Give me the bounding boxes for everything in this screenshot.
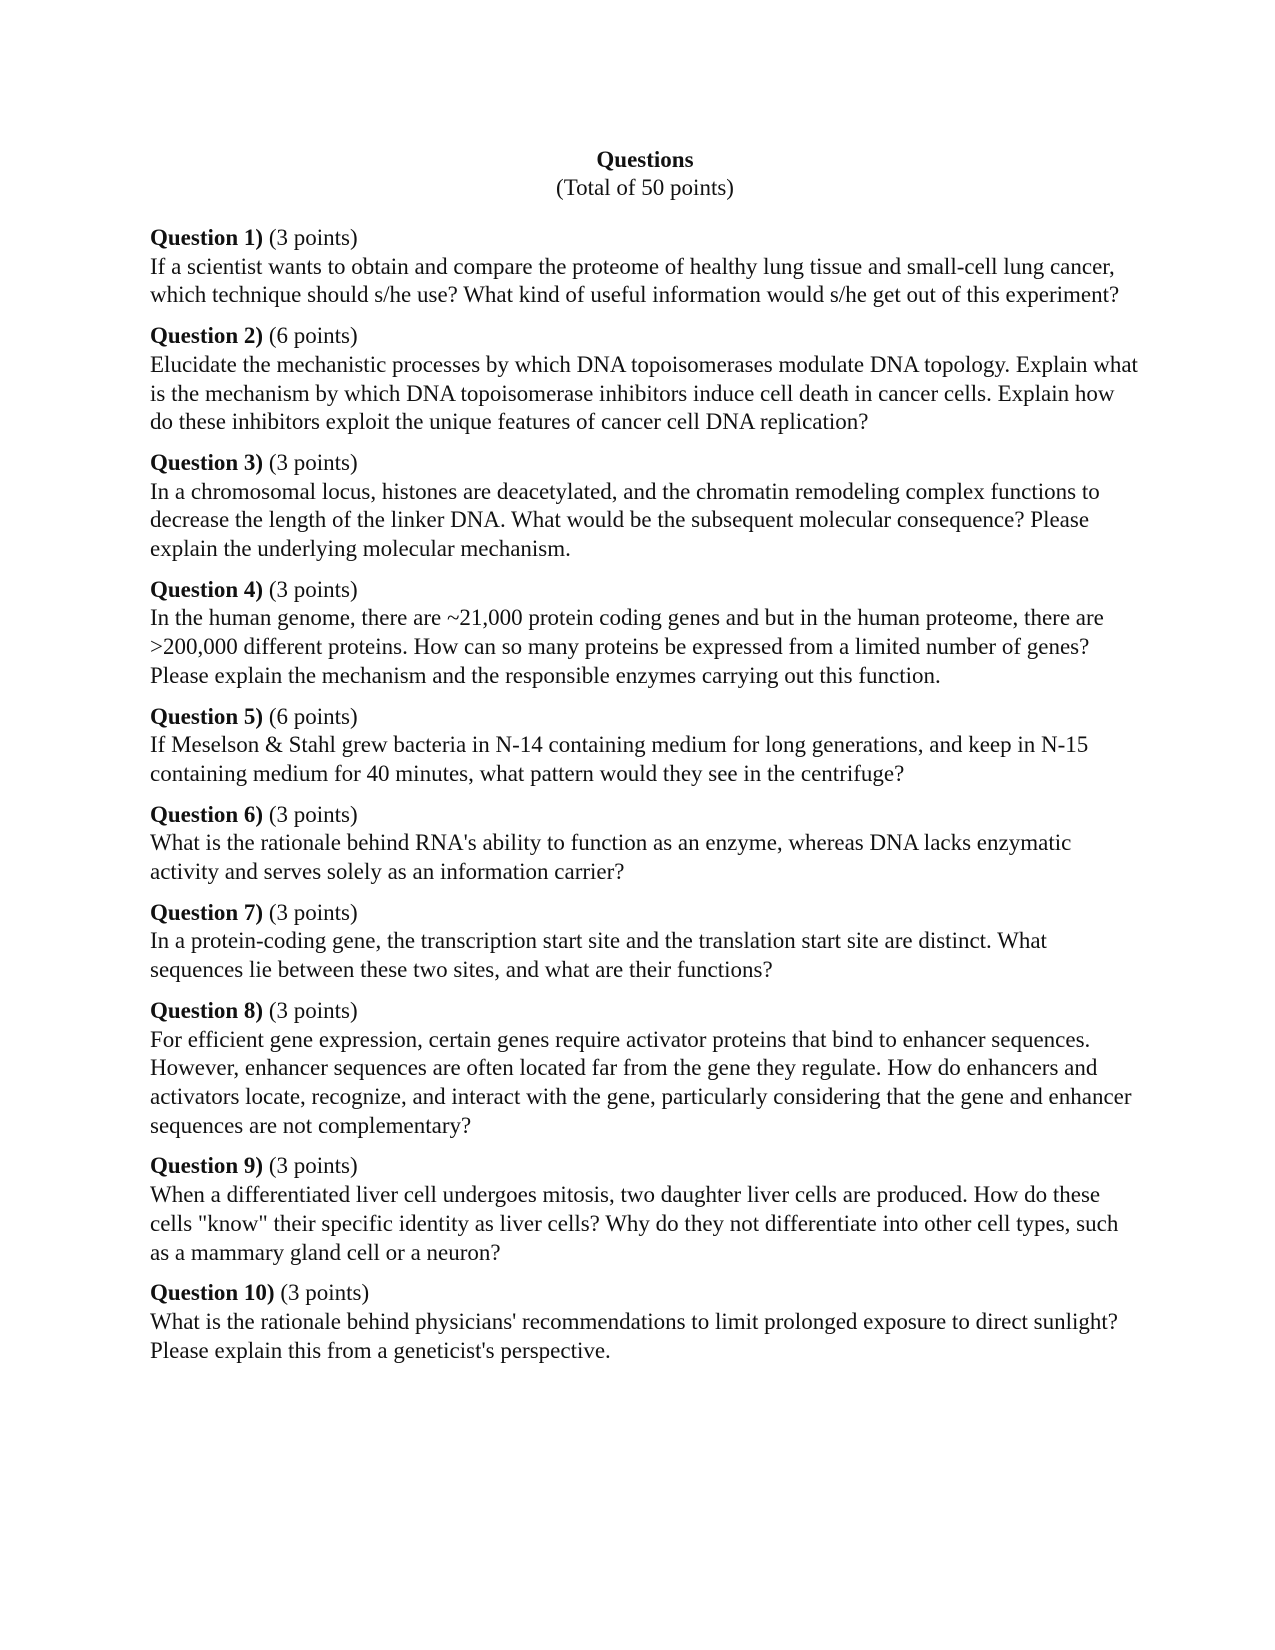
question-text: If a scientist wants to obtain and compare the proteome of healthy lung tissue and small-cell lung cancer, which technique should s/he use? What kind of useful information would s/he get out of this experiment?: [150, 253, 1120, 308]
question-heading: [150, 576, 1140, 605]
question-10: [150, 1279, 1140, 1365]
question-text: In the human genome, there are ~21,000 protein coding genes and but in the human proteome, there are >200,000 different proteins. How can so many proteins be expressed from a limited number of genes? Please explain the mechanism and the responsible enzymes carrying out this function.: [150, 605, 1104, 688]
question-label: Question 9): [150, 1153, 264, 1179]
question-4: [150, 576, 1140, 691]
question-heading: [150, 449, 1140, 478]
question-1: [150, 224, 1140, 310]
question-heading: [150, 997, 1140, 1026]
document-header: [150, 146, 1140, 202]
question-points: (3 points): [268, 801, 358, 827]
question-8: [150, 997, 1140, 1141]
page-title: Questions: [596, 147, 694, 172]
question-points: (3 points): [268, 899, 358, 925]
question-text: In a protein-coding gene, the transcription start site and the translation start site are distinct. What sequences lie between these two sites, and what are their functions?: [150, 928, 1047, 983]
document-page: [150, 146, 1140, 1377]
question-text: In a chromosomal locus, histones are deacetylated, and the chromatin remodeling complex functions to decrease the length of the linker DNA. What would be the subsequent molecular consequence? Please explain the underlying molecular mechanism.: [150, 478, 1100, 562]
question-heading: [150, 1152, 1140, 1181]
question-2: [150, 322, 1140, 437]
question-7: [150, 899, 1140, 985]
question-label: Question 4): [150, 576, 264, 602]
question-text: What is the rationale behind RNA's ability to function as an enzyme, whereas DNA lacks enzymatic activity and serves solely as an information carrier?: [150, 830, 1072, 885]
question-points: (3 points): [268, 1153, 358, 1179]
question-points: (3 points): [268, 449, 358, 475]
question-3: [150, 449, 1140, 564]
question-text: If Meselson & Stahl grew bacteria in N-14 containing medium for long generations, and keep in N-15 containing medium for 40 minutes, what pattern would they see in the centrifuge?: [150, 732, 1089, 786]
question-text: Elucidate the mechanistic processes by which DNA topoisomerases modulate DNA topology. Explain what is the mechanism by which DNA topoisomerase inhibitors induce cell death in cancer cells. Explain how do these inhibitors exploit the unique features of cancer cell DNA replication?: [150, 351, 1138, 435]
question-label: Question 6): [150, 801, 264, 827]
question-heading: [150, 899, 1140, 928]
question-heading: [150, 224, 1140, 253]
question-label: Question 2): [150, 323, 264, 349]
question-9: [150, 1152, 1140, 1267]
question-heading: [150, 322, 1140, 351]
question-text: When a differentiated liver cell undergoes mitosis, two daughter liver cells are produced. How do these cells "know" their specific identity as liver cells? Why do they not differentiate into other cell types, such as a mammary gland cell or a neuron?: [150, 1182, 1119, 1265]
question-6: [150, 801, 1140, 887]
question-label: Question 5): [150, 703, 264, 729]
page-subtitle: (Total of 50 points): [556, 175, 734, 200]
question-points: (3 points): [268, 997, 358, 1023]
question-heading: [150, 703, 1140, 732]
question-points: (6 points): [268, 703, 358, 729]
question-label: Question 10): [150, 1280, 275, 1306]
question-text: For efficient gene expression, certain genes require activator proteins that bind to enhancer sequences. However, enhancer sequences are often located far from the gene they regulate. How do enhancers and activators locate, recognize, and interact with the gene, particularly considering that the gene and enhancer sequences are not complementary?: [150, 1026, 1132, 1138]
question-heading: [150, 801, 1140, 830]
question-text: What is the rationale behind physicians' recommendations to limit prolonged exposure to direct sunlight? Please explain this from a geneticist's perspective.: [150, 1308, 1118, 1363]
question-points: (6 points): [268, 323, 358, 349]
question-label: Question 3): [150, 449, 264, 475]
question-points: (3 points): [280, 1280, 370, 1306]
question-points: (3 points): [268, 225, 358, 250]
question-label: Question 7): [150, 899, 264, 925]
question-5: [150, 703, 1140, 789]
question-label: Question 8): [150, 997, 264, 1023]
question-label: Question 1): [150, 225, 264, 250]
question-heading: [150, 1279, 1140, 1308]
question-points: (3 points): [268, 576, 358, 602]
